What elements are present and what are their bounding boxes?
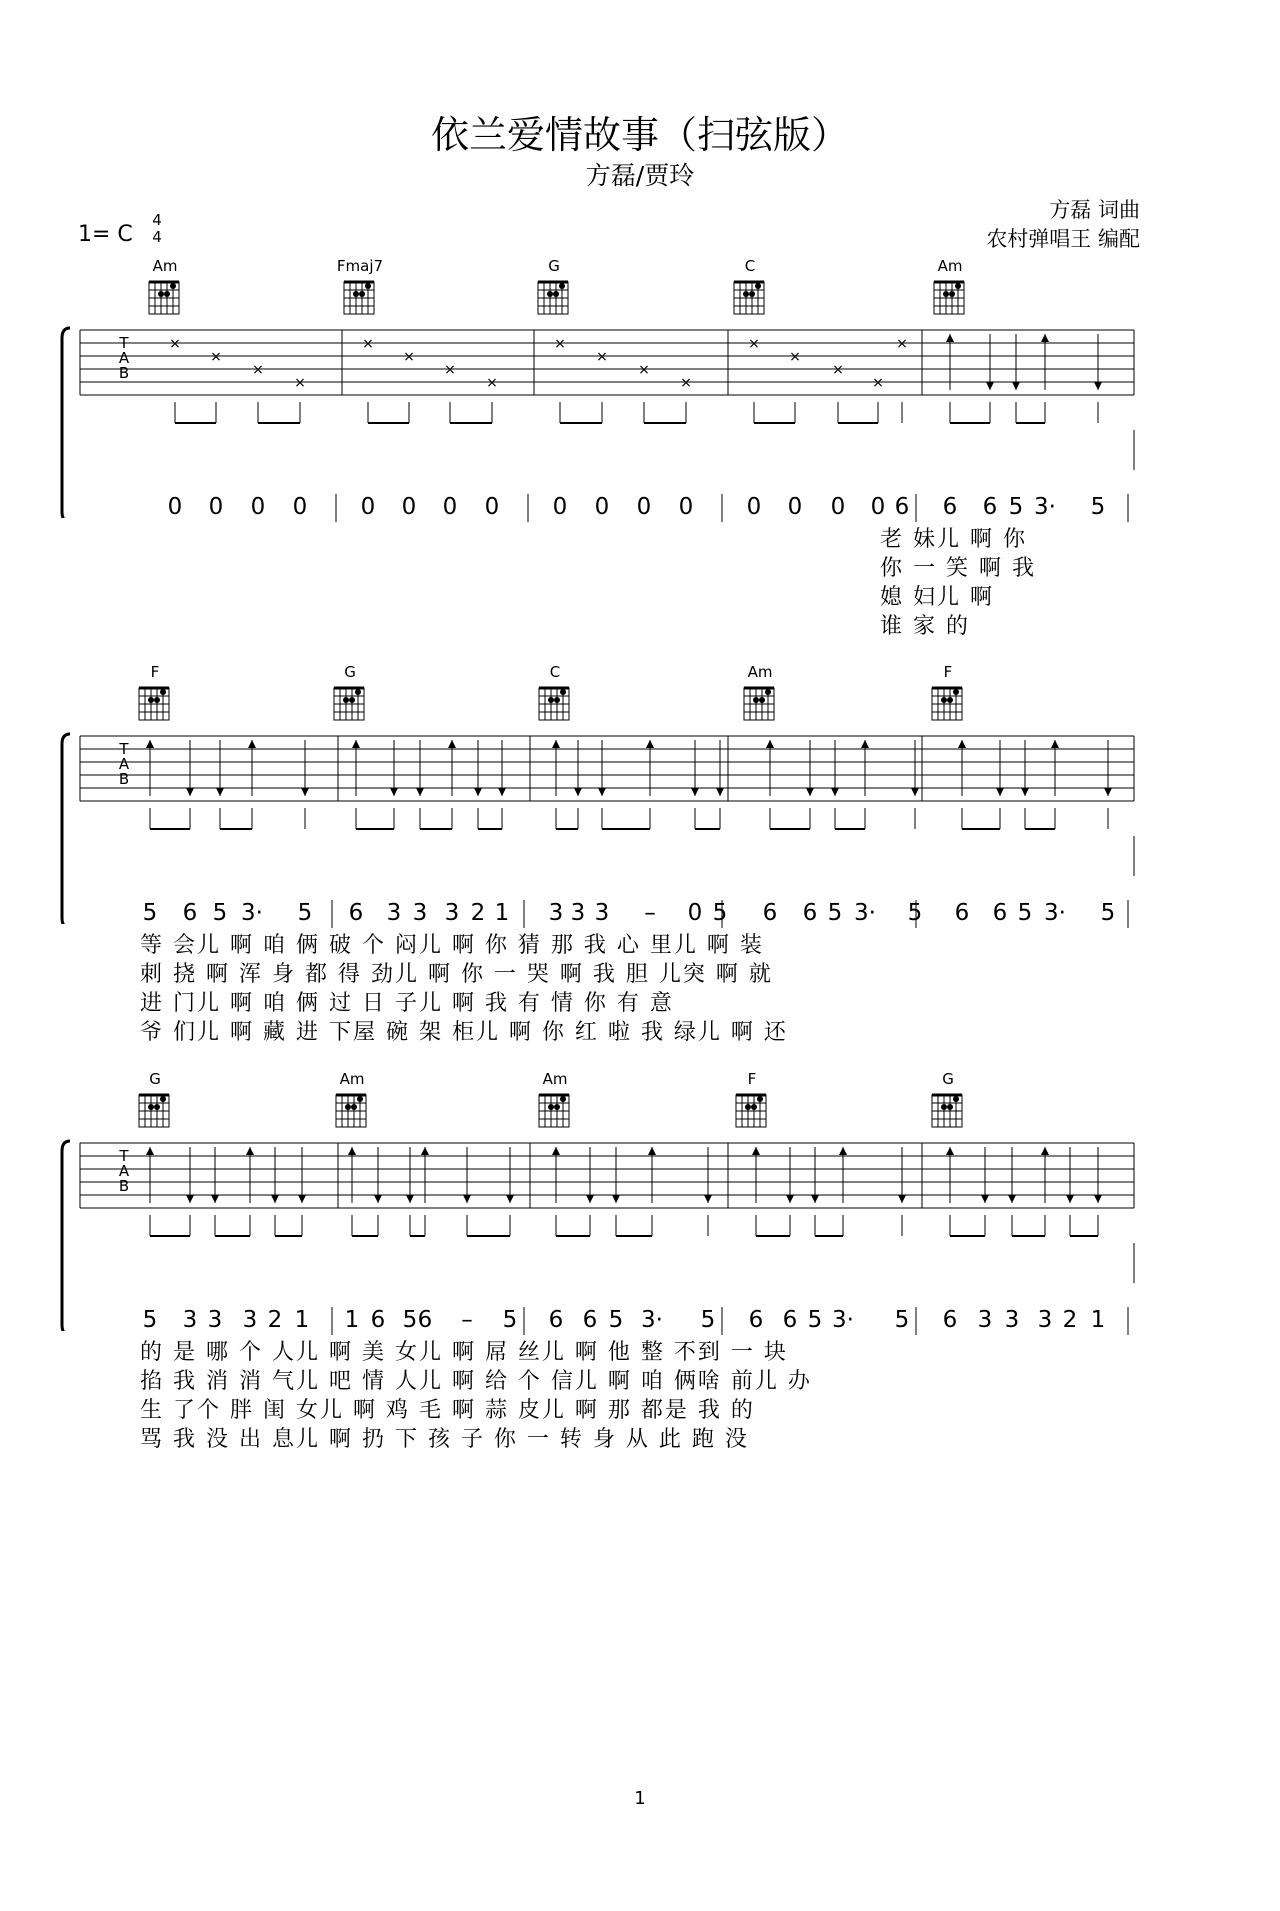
lyric-line: 谁 家 的 [880,614,970,639]
svg-text:×: × [403,349,415,365]
lyric-line: 刺 挠 啊 浑 身 都 得 劲儿 啊 你 一 哭 啊 我 胆 儿突 啊 就 [140,962,773,987]
chord-grid-icon [736,681,784,725]
chord-diagram [924,1070,972,1130]
jianpu-note: 5 [712,900,728,926]
lyric-line: 进 门儿 啊 咱 俩 过 日 子儿 啊 我 有 情 你 有 意 [140,991,674,1016]
chord-grid-icon [131,681,179,725]
time-signature-top: 4 [152,211,162,229]
jianpu-note: 6 [748,1307,764,1333]
jianpu-note: 2 [267,1307,283,1333]
jianpu-note: 0 [552,494,568,520]
tab-clef-letter: T [119,740,129,758]
chord-diagram [328,1070,376,1130]
jianpu-note: 5 [700,1307,716,1333]
tab-clef-letter: A [118,755,130,773]
svg-text:×: × [554,336,566,352]
jianpu-note: 5 [142,900,158,926]
chord-name: Am [339,1070,365,1088]
chord-diagram [531,663,579,723]
jianpu-note: 0 [636,494,652,520]
svg-text:×: × [789,349,801,365]
chord-name: Am [542,1070,568,1088]
jianpu-note: 6 [348,900,364,926]
tab-clef-letter: T [119,334,129,352]
chord-diagram [336,257,384,317]
jianpu-note: 0 [687,900,703,926]
chord-grid-icon [131,1088,179,1132]
jianpu-note: 3· [1044,900,1066,926]
svg-text:×: × [444,362,456,378]
tab-clef-letter: B [118,770,130,788]
chord-diagram [728,1070,776,1130]
lyric-line: 爷 们儿 啊 藏 进 下屋 碗 架 柜儿 啊 你 红 啦 我 绿儿 啊 还 [140,1020,788,1045]
jianpu-note: 5 [402,1307,418,1333]
jianpu-note: 0 [167,494,183,520]
jianpu-note: 1 [494,900,510,926]
tab-clef-letter: A [118,1162,130,1180]
jianpu-note: 3· [832,1307,854,1333]
jianpu-note: 6 [417,1307,433,1333]
jianpu-note: 5 [1090,494,1106,520]
chord-grid-icon [728,1088,776,1132]
chord-diagram [924,663,972,723]
chord-diagram [531,1070,579,1130]
score-system [0,663,1280,1045]
svg-text:×: × [362,336,374,352]
chord-name: Am [747,663,773,681]
jianpu-note: 0 [401,494,417,520]
jianpu-note: 2 [1062,1307,1078,1333]
jianpu-note: 0 [746,494,762,520]
jianpu-note: 5 [1100,900,1116,926]
jianpu-note: 5 [297,900,313,926]
jianpu-note: 5 [827,900,843,926]
chord-grid-icon [726,275,774,319]
svg-text:×: × [252,362,264,378]
chord-diagram [131,663,179,723]
chord-name: G [548,257,560,275]
svg-text:×: × [596,349,608,365]
svg-text:×: × [748,336,760,352]
jianpu-note: 0 [442,494,458,520]
jianpu-note: 6 [954,900,970,926]
jianpu-note: 0 [870,494,886,520]
jianpu-note: 3· [1034,494,1056,520]
jianpu-note: 3 [1037,1307,1053,1333]
svg-text:×: × [638,362,650,378]
jianpu-note: 2 [470,900,486,926]
jianpu-note: 0 [208,494,224,520]
jianpu-note: 3· [641,1307,663,1333]
jianpu-note: 3· [854,900,876,926]
tab-clef-letter: B [118,364,130,382]
chord-grid-icon [926,275,974,319]
jianpu-note: 5 [807,1307,823,1333]
chord-name: F [747,1070,757,1088]
jianpu-note: 6 [582,1307,598,1333]
jianpu-note: 3 [444,900,460,926]
svg-text:×: × [832,362,844,378]
chord-diagram [736,663,784,723]
chord-name: Am [937,257,963,275]
jianpu-note: 0 [678,494,694,520]
tab-staff [0,318,1280,518]
chord-name: G [344,663,356,681]
jianpu-note: 6 [942,494,958,520]
jianpu-note: 0 [787,494,803,520]
tab-staff [0,1131,1280,1331]
svg-text:×: × [872,375,884,391]
lyric-line: 老 妹儿 啊 你 [880,527,1027,552]
jianpu-note: 6 [894,494,910,520]
chord-diagram [131,1070,179,1130]
jianpu-note: 0 [830,494,846,520]
tab-clef-letter: B [118,1177,130,1195]
jianpu-note: 5 [502,1307,518,1333]
chord-name: F [943,663,953,681]
jianpu-note: 3 [242,1307,258,1333]
lyric-line: 你 一 笑 啊 我 [880,556,1036,581]
chord-grid-icon [531,1088,579,1132]
chord-name: G [942,1070,954,1088]
chord-diagram [326,663,374,723]
lyric-line: 掐 我 消 消 气儿 吧 情 人儿 啊 给 个 信儿 啊 咱 俩啥 前儿 办 [140,1369,812,1394]
svg-text:×: × [486,375,498,391]
chord-grid-icon [141,275,189,319]
jianpu-note: 6 [942,1307,958,1333]
jianpu-note: – [644,900,656,926]
chord-diagram [926,257,974,317]
svg-text:×: × [210,349,222,365]
lyric-line: 媳 妇儿 啊 [880,585,994,610]
jianpu-note: 3 [977,1307,993,1333]
jianpu-note: 5 [894,1307,910,1333]
jianpu-note: 5 [142,1307,158,1333]
lyric-line: 生 了个 胖 闺 女儿 啊 鸡 毛 啊 蒜 皮儿 啊 那 都是 我 的 [140,1398,755,1423]
jianpu-note: 3 [548,900,564,926]
tab-clef-letter: T [119,1147,129,1165]
jianpu-note: 3 [207,1307,223,1333]
chord-name: Fmaj7 [336,257,384,275]
jianpu-note: 3 [1004,1307,1020,1333]
key-signature: 1= C [78,222,133,247]
jianpu-note: – [461,1307,473,1333]
tab-clef-letter: A [118,349,130,367]
chord-grid-icon [326,681,374,725]
jianpu-note: 5 [212,900,228,926]
jianpu-note: 6 [982,494,998,520]
jianpu-note: 3 [386,900,402,926]
jianpu-note: 5 [907,900,923,926]
tab-staff [0,724,1280,924]
time-signature-bottom: 4 [152,228,162,246]
jianpu-note: 3 [570,900,586,926]
svg-text:×: × [169,336,181,352]
jianpu-note: 6 [802,900,818,926]
chord-diagram [530,257,578,317]
jianpu-note: 1 [1090,1307,1106,1333]
jianpu-note: 6 [762,900,778,926]
score-system [0,1070,1280,1452]
svg-text:×: × [294,375,306,391]
svg-text:×: × [896,336,908,352]
chord-name: Am [152,257,178,275]
credits [986,196,1140,254]
jianpu-note: 5 [1008,494,1024,520]
jianpu-barlines [0,490,1280,530]
jianpu-note: 3· [241,900,263,926]
jianpu-note: 6 [182,900,198,926]
jianpu-note: 3 [594,900,610,926]
jianpu-note: 6 [370,1307,386,1333]
song-title: 依兰爱情故事（扫弦版） [430,113,849,157]
time-signature [150,212,164,246]
chord-diagram [726,257,774,317]
score-system [0,257,1280,639]
chord-grid-icon [924,1088,972,1132]
jianpu-note: 0 [594,494,610,520]
jianpu-note: 5 [608,1307,624,1333]
jianpu-note: 5 [1017,900,1033,926]
chord-grid-icon [530,275,578,319]
chord-grid-icon [531,681,579,725]
chord-name: C [549,663,561,681]
jianpu-note: 6 [548,1307,564,1333]
page-number: 1 [634,1788,646,1809]
lyric-line: 骂 我 没 出 息儿 啊 扔 下 孩 子 你 一 转 身 从 此 跑 没 [140,1427,749,1452]
chord-name: F [150,663,160,681]
jianpu-note: 3 [182,1307,198,1333]
svg-text:×: × [680,375,692,391]
lyric-line: 等 会儿 啊 咱 俩 破 个 闷儿 啊 你 猜 那 我 心 里儿 啊 装 [140,933,764,958]
credit-arranger: 农村弹唱王 编配 [986,227,1140,251]
chord-grid-icon [336,275,384,319]
chord-diagram [141,257,189,317]
chord-grid-icon [924,681,972,725]
jianpu-note: 0 [250,494,266,520]
chord-name: G [149,1070,161,1088]
jianpu-note: 6 [782,1307,798,1333]
chord-name: C [744,257,756,275]
song-artists: 方磊/贾玲 [585,161,695,190]
jianpu-note: 3 [412,900,428,926]
jianpu-note: 0 [360,494,376,520]
jianpu-note: 0 [484,494,500,520]
jianpu-note: 1 [344,1307,360,1333]
jianpu-note: 6 [992,900,1008,926]
lyric-line: 的 是 哪 个 人儿 啊 美 女儿 啊 屌 丝儿 啊 他 整 不到 一 块 [140,1340,788,1365]
chord-grid-icon [328,1088,376,1132]
jianpu-note: 1 [294,1307,310,1333]
credit-lyrics-music: 方磊 词曲 [1049,198,1140,222]
jianpu-note: 0 [292,494,308,520]
